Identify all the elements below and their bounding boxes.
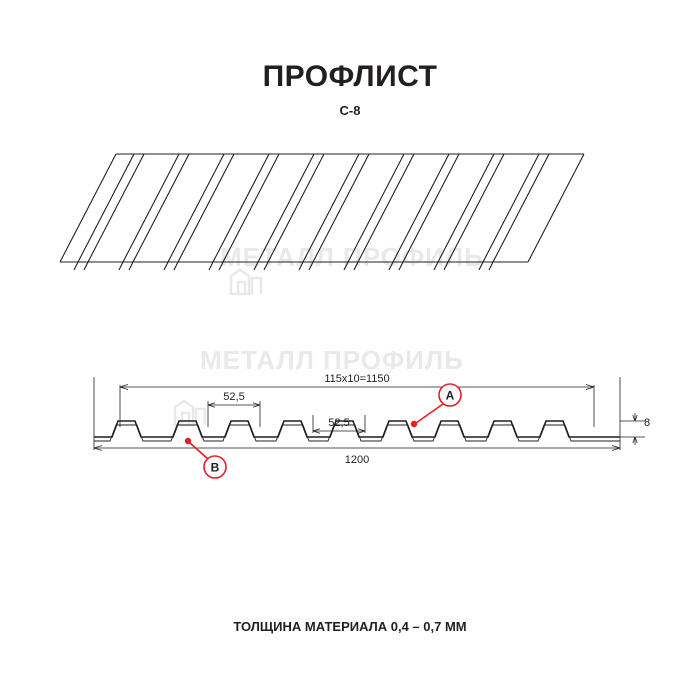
- callout-b: [185, 438, 226, 478]
- callout-b-label: B: [210, 460, 220, 475]
- dimension-rib-pitch-lower: 52,5: [328, 417, 350, 429]
- dimension-rib-pitch-upper: 52,5: [223, 391, 245, 403]
- page-title: ПРОФЛИСТ: [262, 60, 438, 93]
- model-label: C-8: [339, 103, 361, 118]
- callout-a-label: A: [445, 388, 455, 403]
- watermark-text: МЕТАЛЛ ПРОФИЛЬ: [200, 345, 464, 375]
- dimension-overall-width: 1200: [344, 454, 370, 466]
- profiled-sheet-isometric-view: [60, 140, 640, 305]
- watermark-text: МЕТАЛЛ ПРОФИЛЬ: [220, 242, 484, 272]
- profiled-sheet-cross-section: [60, 355, 650, 490]
- dimension-useful-width: 115х10=1150: [324, 373, 390, 385]
- material-thickness-note: ТОЛЩИНА МАТЕРИАЛА 0,4 – 0,7 ММ: [233, 619, 467, 634]
- dimension-height: 8: [644, 417, 651, 429]
